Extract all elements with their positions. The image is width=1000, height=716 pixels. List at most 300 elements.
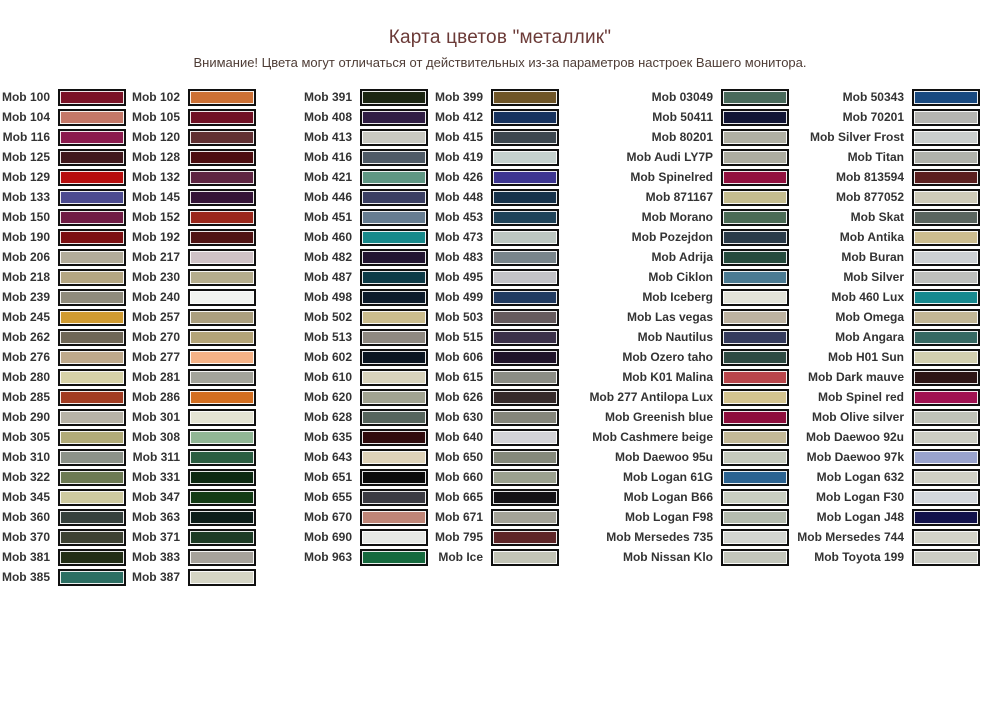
color-swatch xyxy=(58,309,126,326)
swatch-row xyxy=(130,87,256,107)
swatch-row xyxy=(432,227,559,247)
swatch-label: Mob Logan J48 xyxy=(816,510,904,524)
swatch-row xyxy=(597,227,789,247)
color-swatch xyxy=(721,369,789,386)
swatch-row xyxy=(130,147,256,167)
swatch-row xyxy=(301,167,428,187)
color-swatch xyxy=(491,309,559,326)
swatch-row xyxy=(432,507,559,527)
color-swatch xyxy=(58,289,126,306)
color-swatch xyxy=(360,249,428,266)
swatch-row xyxy=(589,387,789,407)
swatch-label: Mob 102 xyxy=(131,90,180,104)
swatch-label: Mob 650 xyxy=(434,450,483,464)
color-swatch xyxy=(188,289,256,306)
swatch-label: Mob 125 xyxy=(1,150,50,164)
swatch-row xyxy=(130,407,256,427)
swatch-row xyxy=(432,147,559,167)
swatch-row xyxy=(0,367,126,387)
swatch-row xyxy=(301,207,428,227)
swatch-column-6 xyxy=(788,87,980,567)
color-swatch xyxy=(360,89,428,106)
swatch-row xyxy=(788,487,980,507)
color-swatch xyxy=(58,229,126,246)
color-swatch xyxy=(912,329,980,346)
swatch-label: Mob 240 xyxy=(131,290,180,304)
color-swatch xyxy=(188,189,256,206)
color-swatch xyxy=(58,389,126,406)
swatch-row xyxy=(301,507,428,527)
color-swatch xyxy=(912,249,980,266)
swatch-row xyxy=(0,407,126,427)
color-swatch xyxy=(491,229,559,246)
swatch-row xyxy=(788,427,980,447)
swatch-label: Mob 152 xyxy=(131,210,180,224)
swatch-row xyxy=(432,407,559,427)
swatch-row xyxy=(0,387,126,407)
swatch-label: Mob 370 xyxy=(1,530,50,544)
swatch-label: Mob Ciklon xyxy=(648,270,713,284)
swatch-label: Mob Las vegas xyxy=(626,310,713,324)
color-swatch xyxy=(721,129,789,146)
swatch-label: Mob Nautilus xyxy=(637,330,713,344)
swatch-row xyxy=(432,527,559,547)
swatch-row xyxy=(597,487,789,507)
swatch-row xyxy=(788,287,980,307)
swatch-row xyxy=(432,267,559,287)
color-swatch xyxy=(721,509,789,526)
swatch-label: Mob Silver xyxy=(843,270,904,284)
swatch-label: Mob 381 xyxy=(1,550,50,564)
swatch-label: Mob 813594 xyxy=(835,170,904,184)
swatch-label: Mob 145 xyxy=(131,190,180,204)
swatch-label: Mob 419 xyxy=(434,150,483,164)
swatch-label: Mob 513 xyxy=(303,330,352,344)
swatch-label: Mob Adrija xyxy=(651,250,713,264)
color-swatch xyxy=(912,109,980,126)
swatch-row xyxy=(788,327,980,347)
color-swatch xyxy=(721,169,789,186)
swatch-row xyxy=(597,407,789,427)
color-swatch xyxy=(188,309,256,326)
swatch-row xyxy=(301,147,428,167)
swatch-label: Mob Antika xyxy=(839,230,904,244)
swatch-label: Mob 03049 xyxy=(651,90,713,104)
color-swatch xyxy=(188,129,256,146)
color-swatch xyxy=(491,529,559,546)
swatch-row xyxy=(432,307,559,327)
swatch-label: Mob 655 xyxy=(303,490,352,504)
swatch-label: Mob 218 xyxy=(1,270,50,284)
swatch-label: Mob Spinel red xyxy=(817,390,904,404)
color-swatch xyxy=(188,549,256,566)
color-swatch xyxy=(491,429,559,446)
swatch-row xyxy=(0,427,126,447)
swatch-row xyxy=(788,547,980,567)
swatch-label: Mob 643 xyxy=(303,450,352,464)
swatch-row xyxy=(0,507,126,527)
swatch-label: Mob 116 xyxy=(2,130,50,144)
swatch-row xyxy=(130,107,256,127)
swatch-row xyxy=(597,467,789,487)
swatch-row xyxy=(130,387,256,407)
swatch-label: Mob 626 xyxy=(434,390,483,404)
swatch-row xyxy=(301,107,428,127)
swatch-row xyxy=(597,327,789,347)
swatch-row xyxy=(301,87,428,107)
swatch-row xyxy=(301,547,428,567)
swatch-row xyxy=(788,307,980,327)
color-swatch xyxy=(58,349,126,366)
swatch-row xyxy=(597,207,789,227)
color-swatch xyxy=(188,209,256,226)
color-swatch xyxy=(58,129,126,146)
swatch-label: Mob Buran xyxy=(841,250,904,264)
color-swatch xyxy=(721,89,789,106)
color-swatch xyxy=(58,329,126,346)
color-swatch xyxy=(360,229,428,246)
color-swatch xyxy=(491,169,559,186)
color-swatch xyxy=(58,269,126,286)
swatch-label: Mob Logan B66 xyxy=(623,490,713,504)
color-swatch xyxy=(721,529,789,546)
swatch-label: Mob 230 xyxy=(131,270,180,284)
swatch-label: Mob 311 xyxy=(132,450,180,464)
swatch-label: Mob 239 xyxy=(1,290,50,304)
color-swatch xyxy=(491,509,559,526)
swatch-label: Mob 133 xyxy=(1,190,50,204)
swatch-label: Mob 257 xyxy=(131,310,180,324)
color-swatch xyxy=(360,549,428,566)
swatch-row xyxy=(0,327,126,347)
color-swatch xyxy=(491,89,559,106)
color-swatch xyxy=(188,329,256,346)
swatch-label: Mob 277 Antilopa Lux xyxy=(589,390,713,404)
color-swatch xyxy=(721,549,789,566)
swatch-label: Mob 671 xyxy=(434,510,483,524)
swatch-row xyxy=(0,347,126,367)
swatch-label: Mob 495 xyxy=(434,270,483,284)
swatch-column-5 xyxy=(589,87,789,567)
swatch-row xyxy=(597,527,789,547)
color-swatch xyxy=(58,469,126,486)
swatch-label: Mob 360 xyxy=(1,510,50,524)
swatch-label: Mob 413 xyxy=(303,130,352,144)
color-swatch xyxy=(491,549,559,566)
color-swatch xyxy=(491,369,559,386)
color-swatch xyxy=(360,189,428,206)
color-swatch xyxy=(721,349,789,366)
color-swatch xyxy=(491,329,559,346)
color-swatch xyxy=(721,329,789,346)
color-swatch xyxy=(721,269,789,286)
swatch-row xyxy=(597,87,789,107)
color-swatch xyxy=(188,89,256,106)
color-swatch xyxy=(58,409,126,426)
swatch-label: Mob 606 xyxy=(434,350,483,364)
swatch-row xyxy=(788,447,980,467)
color-swatch xyxy=(360,129,428,146)
swatch-label: Mob 281 xyxy=(131,370,180,384)
swatch-label: Mob Morano xyxy=(641,210,713,224)
color-swatch xyxy=(491,149,559,166)
swatch-column-1 xyxy=(0,87,126,587)
swatch-label: Mob 628 xyxy=(303,410,352,424)
swatch-row xyxy=(130,167,256,187)
swatch-row xyxy=(432,387,559,407)
swatch-row xyxy=(0,227,126,247)
swatch-label: Mob 276 xyxy=(1,350,50,364)
swatch-row xyxy=(130,487,256,507)
color-swatch xyxy=(491,489,559,506)
swatch-label: Mob 305 xyxy=(1,430,50,444)
swatch-row xyxy=(788,467,980,487)
swatch-label: Mob 190 xyxy=(1,230,50,244)
swatch-label: Mob 383 xyxy=(131,550,180,564)
color-swatch xyxy=(58,489,126,506)
swatch-row xyxy=(130,547,256,567)
swatch-row xyxy=(432,87,559,107)
color-swatch xyxy=(721,489,789,506)
swatch-row xyxy=(432,107,559,127)
swatch-label: Mob 347 xyxy=(131,490,180,504)
swatch-row xyxy=(788,247,980,267)
color-swatch xyxy=(912,309,980,326)
swatch-row xyxy=(0,147,126,167)
swatch-row xyxy=(0,567,126,587)
swatch-row xyxy=(130,467,256,487)
swatch-label: Mob 640 xyxy=(434,430,483,444)
swatch-label: Mob 487 xyxy=(303,270,352,284)
swatch-label: Mob 473 xyxy=(434,230,483,244)
swatch-row xyxy=(130,507,256,527)
color-swatch xyxy=(58,529,126,546)
swatch-label: Mob 483 xyxy=(434,250,483,264)
swatch-label: Mob 301 xyxy=(131,410,180,424)
swatch-label: Mob 50411 xyxy=(652,110,713,124)
swatch-row xyxy=(432,327,559,347)
swatch-label: Mob 482 xyxy=(303,250,352,264)
color-swatch xyxy=(491,189,559,206)
color-swatch xyxy=(58,509,126,526)
swatch-row xyxy=(432,287,559,307)
color-swatch xyxy=(188,369,256,386)
color-swatch xyxy=(912,189,980,206)
swatch-row xyxy=(788,227,980,247)
swatch-row xyxy=(301,327,428,347)
swatch-column-2 xyxy=(130,87,256,587)
color-swatch xyxy=(188,269,256,286)
color-swatch xyxy=(58,189,126,206)
color-swatch xyxy=(188,229,256,246)
color-swatch xyxy=(912,429,980,446)
swatch-row xyxy=(597,187,789,207)
color-swatch xyxy=(188,409,256,426)
swatch-label: Mob 331 xyxy=(131,470,180,484)
swatch-label: Mob 963 xyxy=(303,550,352,564)
swatch-label: Mob 421 xyxy=(303,170,352,184)
swatch-row xyxy=(0,187,126,207)
swatch-label: Mob 399 xyxy=(434,90,483,104)
color-swatch xyxy=(188,149,256,166)
swatch-row xyxy=(432,427,559,447)
swatch-row xyxy=(301,387,428,407)
swatch-row xyxy=(130,527,256,547)
swatch-label: Mob Daewoo 95u xyxy=(614,450,713,464)
swatch-row xyxy=(788,267,980,287)
swatch-label: Mob 630 xyxy=(434,410,483,424)
swatch-label: Mob 245 xyxy=(1,310,50,324)
swatch-label: Mob Omega xyxy=(835,310,904,324)
color-swatch xyxy=(188,349,256,366)
swatch-label: Mob 620 xyxy=(303,390,352,404)
swatch-label: Mob 412 xyxy=(434,110,483,124)
swatch-row xyxy=(432,127,559,147)
swatch-row xyxy=(301,347,428,367)
swatch-label: Mob 446 xyxy=(303,190,352,204)
swatch-row xyxy=(0,107,126,127)
color-swatch xyxy=(491,249,559,266)
swatch-label: Mob 651 xyxy=(303,470,352,484)
color-swatch xyxy=(912,409,980,426)
swatch-row xyxy=(597,267,789,287)
swatch-label: Mob 150 xyxy=(1,210,50,224)
swatch-label: Mob 610 xyxy=(303,370,352,384)
swatch-row xyxy=(597,547,789,567)
swatch-row xyxy=(0,467,126,487)
color-swatch xyxy=(721,389,789,406)
swatch-label: Mob Logan 632 xyxy=(816,470,904,484)
swatch-row xyxy=(432,447,559,467)
swatch-label: Mob 453 xyxy=(434,210,483,224)
swatch-row xyxy=(788,107,980,127)
swatch-label: Mob Spinelred xyxy=(630,170,713,184)
swatch-row xyxy=(130,367,256,387)
color-swatch xyxy=(360,449,428,466)
swatch-label: Mob 877052 xyxy=(835,190,904,204)
color-swatch xyxy=(721,249,789,266)
color-swatch xyxy=(491,209,559,226)
color-swatch xyxy=(360,109,428,126)
swatch-row xyxy=(788,387,980,407)
swatch-row xyxy=(432,187,559,207)
swatch-row xyxy=(0,207,126,227)
swatch-row xyxy=(130,347,256,367)
swatch-row xyxy=(788,87,980,107)
swatch-row xyxy=(301,367,428,387)
swatch-row xyxy=(788,147,980,167)
swatch-label: Mob Toyota 199 xyxy=(814,550,904,564)
color-swatch xyxy=(912,529,980,546)
color-swatch xyxy=(360,529,428,546)
color-swatch xyxy=(912,369,980,386)
swatch-label: Mob 499 xyxy=(434,290,483,304)
swatch-label: Mob Daewoo 92u xyxy=(805,430,904,444)
swatch-label: Mob 615 xyxy=(434,370,483,384)
swatch-label: Mob 408 xyxy=(303,110,352,124)
color-swatch xyxy=(721,109,789,126)
swatch-row xyxy=(0,167,126,187)
swatch-row xyxy=(432,347,559,367)
swatch-label: Mob Logan F98 xyxy=(625,510,713,524)
swatch-row xyxy=(597,127,789,147)
swatch-label: Mob 308 xyxy=(131,430,180,444)
color-swatch xyxy=(721,229,789,246)
swatch-label: Mob 262 xyxy=(1,330,50,344)
swatch-label: Mob 665 xyxy=(434,490,483,504)
color-swatch xyxy=(360,489,428,506)
color-swatch xyxy=(58,569,126,586)
swatch-row xyxy=(597,507,789,527)
color-swatch xyxy=(912,129,980,146)
color-swatch xyxy=(721,409,789,426)
swatch-row xyxy=(130,287,256,307)
color-swatch xyxy=(721,189,789,206)
swatch-label: Mob 129 xyxy=(1,170,50,184)
color-swatch xyxy=(912,469,980,486)
color-swatch xyxy=(188,529,256,546)
page-subtitle: Внимание! Цвета могут отличаться от действительных из-за параметров настроек Вашего монитора. xyxy=(193,55,807,70)
swatch-label: Mob 363 xyxy=(131,510,180,524)
swatch-row xyxy=(301,267,428,287)
swatch-label: Mob Olive silver xyxy=(811,410,904,424)
swatch-row xyxy=(597,247,789,267)
swatch-row xyxy=(788,367,980,387)
color-swatch xyxy=(491,109,559,126)
color-swatch xyxy=(188,109,256,126)
swatch-label: Mob 391 xyxy=(303,90,352,104)
swatch-label: Mob 670 xyxy=(303,510,352,524)
color-swatch xyxy=(360,429,428,446)
color-swatch xyxy=(912,229,980,246)
swatch-label: Mob 635 xyxy=(303,430,352,444)
swatch-label: Mob 451 xyxy=(303,210,352,224)
swatch-row xyxy=(788,347,980,367)
color-swatch xyxy=(721,309,789,326)
swatch-row xyxy=(592,427,789,447)
swatch-label: Mob 105 xyxy=(131,110,180,124)
swatch-row xyxy=(432,467,559,487)
color-swatch xyxy=(188,169,256,186)
swatch-label: Mob 503 xyxy=(434,310,483,324)
color-swatch xyxy=(912,489,980,506)
color-swatch xyxy=(360,149,428,166)
swatch-label: Mob Logan F30 xyxy=(816,490,904,504)
swatch-row xyxy=(130,127,256,147)
color-swatch xyxy=(912,169,980,186)
swatch-label: Mob Dark mauve xyxy=(807,370,904,384)
color-swatch xyxy=(360,269,428,286)
swatch-label: Mob Ozero taho xyxy=(622,350,713,364)
color-swatch xyxy=(912,269,980,286)
color-swatch xyxy=(360,409,428,426)
swatch-row xyxy=(301,487,428,507)
swatch-label: Mob Iceberg xyxy=(642,290,713,304)
swatch-label: Mob 217 xyxy=(131,250,180,264)
swatch-row xyxy=(301,407,428,427)
color-swatch xyxy=(912,349,980,366)
swatch-label: Mob 602 xyxy=(303,350,352,364)
color-swatch xyxy=(58,429,126,446)
swatch-row xyxy=(301,467,428,487)
swatch-row xyxy=(597,147,789,167)
swatch-row xyxy=(301,187,428,207)
color-swatch xyxy=(721,209,789,226)
color-swatch xyxy=(360,169,428,186)
swatch-label: Mob K01 Malina xyxy=(622,370,713,384)
swatch-label: Mob Daewoo 97k xyxy=(806,450,904,464)
color-swatch xyxy=(58,169,126,186)
